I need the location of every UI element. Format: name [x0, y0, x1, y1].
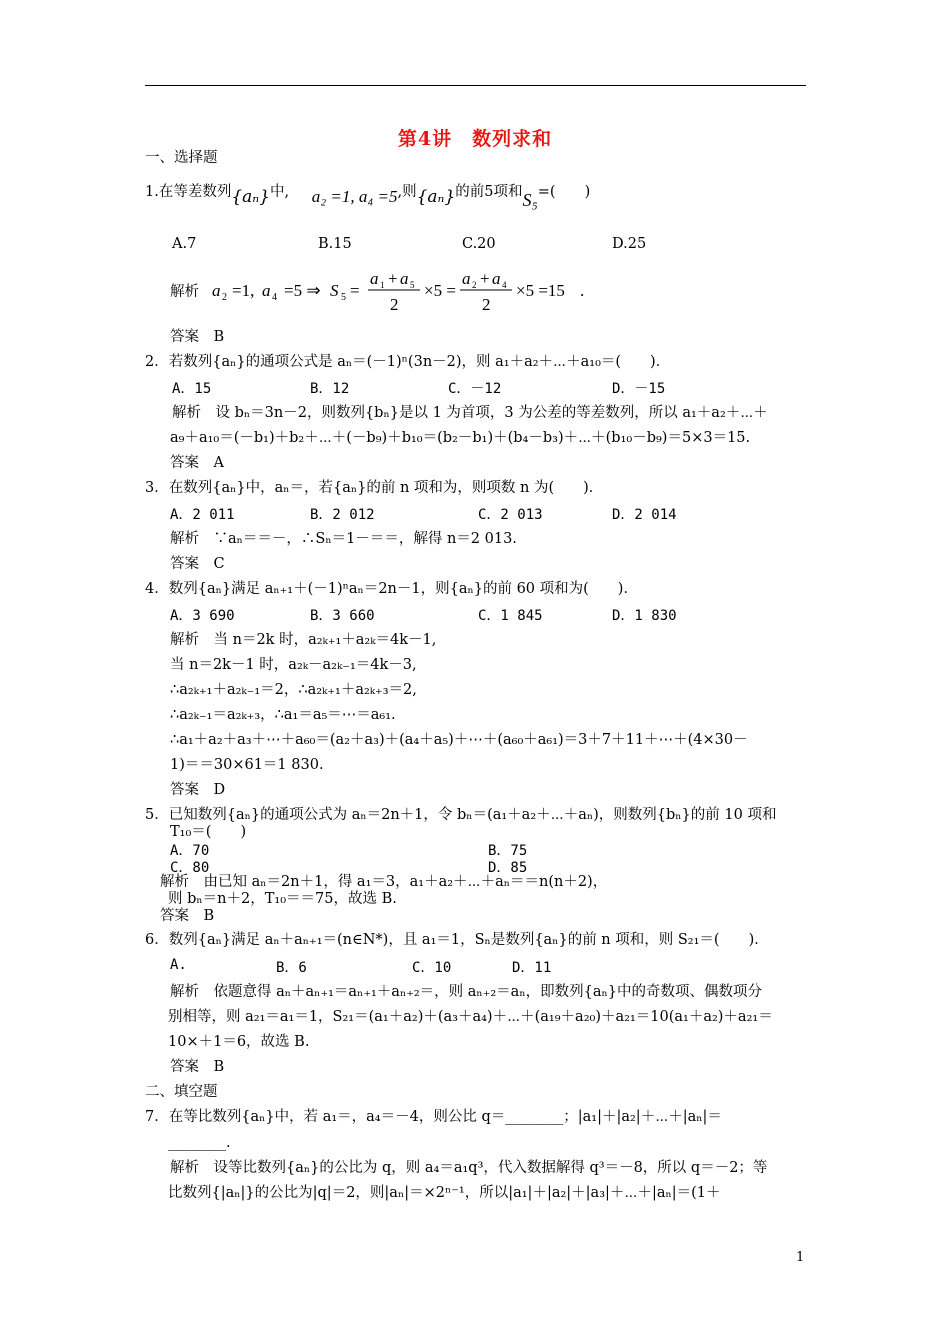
q5-option-d: D．85: [488, 860, 528, 876]
svg-text:5: 5: [410, 280, 415, 290]
q3-option-b: B．2 012: [310, 507, 375, 523]
q1-analysis-label: 解析: [170, 284, 199, 300]
q3-answer: 答案 C: [170, 556, 225, 572]
q5-analysis-line2: 则 bₙ＝n＋2，T₁₀＝＝75，故选 B.: [168, 891, 397, 907]
q4-analysis-line2: 当 n＝2k－1 时，a₂ₖ－a₂ₖ₋₁＝4k－3,: [170, 657, 417, 673]
q1-option-b: B.15: [318, 236, 352, 252]
svg-text:2: 2: [472, 280, 477, 290]
svg-text:1: 1: [380, 280, 385, 290]
svg-text:a: a: [400, 269, 409, 288]
svg-text:×5 =: ×5 =: [424, 281, 456, 300]
svg-text:+: +: [388, 269, 398, 288]
question-5-stem-line2: T₁₀＝( ): [170, 824, 247, 840]
q2-option-a: A．15: [172, 381, 212, 397]
svg-text:=1,: =1,: [232, 281, 255, 300]
section-heading-choice: 一、选择题: [145, 150, 218, 166]
q6-option-d: D．11: [512, 960, 552, 976]
svg-text:a: a: [462, 269, 471, 288]
svg-text:5: 5: [341, 292, 346, 303]
svg-text:a: a: [492, 269, 501, 288]
q4-answer: 答案 D: [170, 782, 226, 798]
q6-option-c: C．10: [412, 960, 452, 976]
question-2-stem: 2．若数列{aₙ}的通项公式是 aₙ＝(－1)ⁿ(3n－2)，则 a₁＋a₂＋⋯＋a₁₀＝( )．: [145, 354, 671, 370]
section-heading-fill: 二、填空题: [145, 1084, 218, 1100]
q7-analysis-line2: 比数列{|aₙ|}的公比为|q|＝2，则|aₙ|＝×2ⁿ⁻¹，所以|a₁|＋|a₂|＋|a₃|＋⋯＋|aₙ|＝(1＋: [168, 1185, 721, 1201]
q1-answer: 答案 B: [170, 329, 225, 345]
q6-option-a: A.: [170, 957, 187, 973]
svg-text:=: =: [350, 281, 360, 300]
q7-analysis-line1: 解析 设等比数列{aₙ}的公比为 q，则 a₄＝a₁q³，代入数据解得 q³＝－8，所以 q＝－2；等: [170, 1160, 768, 1176]
q3-option-c: C．2 013: [478, 507, 543, 523]
svg-text:a: a: [212, 281, 221, 300]
q2-option-b: B．12: [310, 381, 350, 397]
q3-analysis: 解析 ∵aₙ＝＝－，∴Sₙ＝1－＝＝，解得 n＝2 013.: [170, 531, 517, 547]
question-3-stem: 3．在数列{aₙ}中，aₙ＝，若{aₙ}的前 n 项和为，则项数 n 为( )．: [145, 480, 604, 496]
q4-analysis-line6: 1)＝＝30×61＝1 830.: [170, 757, 324, 773]
svg-text:2: 2: [222, 292, 227, 303]
q5-analysis-line1: 解析 由已知 aₙ＝2n＋1，得 a₁＝3，a₁＋a₂＋⋯＋aₙ＝＝n(n＋2)，: [160, 874, 608, 890]
page-title: 第4讲 数列求和: [397, 128, 553, 150]
q2-option-c: C．－12: [448, 381, 502, 397]
q4-option-c: C．1 845: [478, 608, 543, 624]
q6-analysis-line1: 解析 依题意得 aₙ＋aₙ₊₁＝aₙ₊₁＋aₙ₊₂＝，则 aₙ₊₂＝aₙ，即数列{aₙ}中的奇数项、偶数项分: [170, 984, 762, 1000]
q5-answer: 答案 B: [160, 908, 215, 924]
q1-option-a: A.7: [172, 236, 197, 252]
svg-text:=5 ⇒: =5 ⇒: [284, 281, 321, 300]
q5-option-a: A．70: [170, 843, 210, 859]
svg-text:4: 4: [502, 280, 507, 290]
q3-option-d: D．2 014: [612, 507, 677, 523]
svg-text:2: 2: [390, 295, 399, 314]
q1-option-d: D.25: [612, 236, 647, 252]
svg-text:+: +: [480, 269, 490, 288]
q4-option-b: B．3 660: [310, 608, 375, 624]
svg-text:2: 2: [482, 295, 491, 314]
q4-analysis-line5: ∴a₁＋a₂＋a₃＋⋯＋a₆₀＝(a₂＋a₃)＋(a₄＋a₅)＋⋯＋(a₆₀＋a₆₁)＝3＋7＋11＋⋯＋(4×30－: [170, 732, 748, 748]
question-7-stem-line1: 7．在等比数列{aₙ}中，若 a₁＝，a₄＝－4，则公比 q＝________；|a₁|＋|a₂|＋⋯＋|aₙ|＝: [145, 1109, 722, 1125]
q4-option-a: A．3 690: [170, 608, 235, 624]
q5-option-c: C．80: [170, 860, 210, 876]
svg-text:×5 =15: ×5 =15: [516, 281, 565, 300]
question-7-stem-line2: ________.: [168, 1135, 231, 1151]
q4-analysis-line4: ∴a₂ₖ₋₁＝a₂ₖ₊₃，∴a₁＝a₅＝⋯＝a₆₁.: [170, 707, 396, 723]
q3-option-a: A．2 011: [170, 507, 235, 523]
q2-analysis-line2: a₉＋a₁₀＝(－b₁)＋b₂＋⋯＋(－b₉)＋b₁₀＝(b₂－b₁)＋(b₄－b₃)＋⋯＋(b₁₀－b₉)＝5×3＝15.: [170, 430, 751, 446]
q2-option-d: D．－15: [612, 381, 666, 397]
svg-text:S: S: [330, 281, 339, 300]
q2-answer: 答案 A: [170, 455, 224, 471]
q2-analysis-line1: 解析 设 bₙ＝3n－2，则数列{bₙ}是以 1 为首项，3 为公差的等差数列，所以 a₁＋a₂＋⋯＋: [172, 405, 768, 421]
svg-text:a: a: [262, 281, 271, 300]
q4-option-d: D．1 830: [612, 608, 677, 624]
q1-option-c: C.20: [462, 236, 496, 252]
question-6-stem: 6．数列{aₙ}满足 aₙ＋aₙ₊₁＝(n∈N*)，且 a₁＝1，Sₙ是数列{aₙ}的前 n 项和，则 S₂₁＝( )．: [145, 932, 769, 948]
q4-analysis-line1: 解析 当 n＝2k 时，a₂ₖ₊₁＋a₂ₖ＝4k－1,: [170, 632, 437, 648]
q6-answer: 答案 B: [170, 1059, 225, 1075]
q4-analysis-line3: ∴a₂ₖ₊₁＋a₂ₖ₋₁＝2，∴a₂ₖ₊₁＋a₂ₖ₊₃＝2,: [170, 682, 417, 698]
header-rule: [145, 85, 806, 86]
q6-analysis-line2: 别相等，则 a₂₁＝a₁＝1，S₂₁＝(a₁＋a₂)＋(a₃＋a₄)＋⋯＋(a₁₉＋a₂₀)＋a₂₁＝10(a₁＋a₂)＋a₂₁＝: [168, 1009, 773, 1025]
svg-text:a: a: [370, 269, 379, 288]
svg-text:.: .: [580, 281, 585, 300]
question-4-stem: 4．数列{aₙ}满足 aₙ₊₁＋(－1)ⁿaₙ＝2n－1，则{aₙ}的前 60 项和为( )．: [145, 581, 638, 597]
q1-analysis-formula: [210, 266, 600, 316]
question-1-stem: 1.在等差数列{aₙ}中, a₂ =1, a₄ =5,则{aₙ}的前5项和S₅=( ): [145, 184, 591, 210]
q5-option-b: B．75: [488, 843, 528, 859]
q6-analysis-line3: 10×＋1＝6，故选 B.: [168, 1034, 310, 1050]
question-5-stem-line1: 5．已知数列{aₙ}的通项公式为 aₙ＝2n＋1，令 bₙ＝(a₁＋a₂＋⋯＋aₙ)，则数列{bₙ}的前 10 项和: [145, 807, 777, 823]
q6-option-b: B．6: [276, 960, 307, 976]
svg-text:4: 4: [272, 292, 277, 303]
page-number: 1: [796, 1250, 805, 1265]
